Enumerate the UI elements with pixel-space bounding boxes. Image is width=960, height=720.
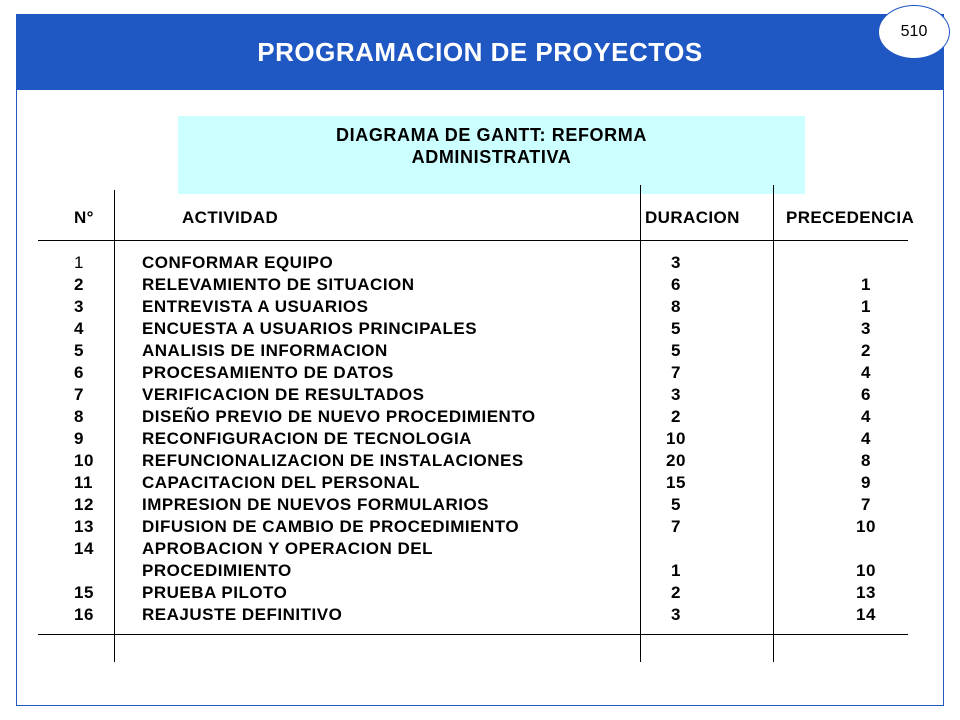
table-row	[0, 473, 960, 495]
table-row	[0, 495, 960, 517]
table-row	[0, 605, 960, 627]
header-number: N°	[74, 208, 94, 227]
row-activity: APROBACION Y OPERACION DEL	[142, 539, 434, 558]
row-number: 5	[74, 341, 84, 360]
row-activity: ANALISIS DE INFORMACION	[142, 341, 388, 360]
header-activity: ACTIVIDAD	[182, 208, 279, 227]
page-title: PROGRAMACION DE PROYECTOS	[257, 36, 703, 67]
row-activity: DIFUSION DE CAMBIO DE PROCEDIMIENTO	[142, 517, 520, 536]
row-precedence: 13	[856, 583, 876, 602]
row-number: 11	[74, 473, 93, 492]
row-activity: ENCUESTA A USUARIOS PRINCIPALES	[142, 319, 478, 338]
row-duration: 5	[671, 495, 681, 514]
row-number: 15	[74, 583, 94, 602]
row-duration: 7	[671, 517, 681, 536]
table-row	[0, 561, 960, 583]
row-duration: 5	[671, 319, 681, 338]
table-row	[0, 341, 960, 363]
row-activity: CONFORMAR EQUIPO	[142, 253, 334, 272]
row-number: 9	[74, 429, 84, 448]
subtitle-line-1: DIAGRAMA DE GANTT: REFORMA	[336, 125, 647, 145]
row-activity: REAJUSTE DEFINITIVO	[142, 605, 343, 624]
row-number: 3	[74, 297, 84, 316]
row-precedence: 6	[861, 385, 871, 404]
row-precedence: 4	[861, 407, 871, 426]
row-precedence: 3	[861, 319, 871, 338]
row-duration: 6	[671, 275, 681, 294]
table-row	[0, 517, 960, 539]
row-precedence: 10	[856, 561, 876, 580]
row-precedence: 4	[861, 363, 871, 382]
row-duration: 5	[671, 341, 681, 360]
row-number: 2	[74, 275, 84, 294]
table-row	[0, 363, 960, 385]
row-duration: 3	[671, 385, 681, 404]
table-row	[0, 253, 960, 275]
row-number: 6	[74, 363, 84, 382]
row-activity: ENTREVISTA A USUARIOS	[142, 297, 369, 316]
row-duration: 2	[671, 407, 681, 426]
row-duration: 7	[671, 363, 681, 382]
page-number-badge: 510	[878, 5, 950, 59]
row-activity: PRUEBA PILOTO	[142, 583, 288, 602]
row-number: 13	[74, 517, 94, 536]
row-activity: RELEVAMIENTO DE SITUACION	[142, 275, 415, 294]
header-precedence: PRECEDENCIA	[786, 208, 915, 227]
table-row	[0, 451, 960, 473]
row-activity: PROCEDIMIENTO	[142, 561, 292, 580]
footer-rule	[38, 634, 908, 635]
table-row	[0, 319, 960, 341]
table-row	[0, 385, 960, 407]
row-duration: 3	[671, 253, 681, 272]
row-precedence: 14	[856, 605, 876, 624]
header-rule	[38, 240, 908, 241]
row-number: 14	[74, 539, 94, 558]
row-activity: REFUNCIONALIZACION DE INSTALACIONES	[142, 451, 524, 470]
table-row	[0, 275, 960, 297]
row-duration: 8	[671, 297, 681, 316]
row-number: 8	[74, 407, 84, 426]
row-duration: 3	[671, 605, 681, 624]
table-row	[0, 539, 960, 561]
row-duration: 10	[666, 429, 686, 448]
row-duration: 20	[666, 451, 686, 470]
row-number: 12	[74, 495, 94, 514]
row-precedence: 4	[861, 429, 871, 448]
table-row	[0, 297, 960, 319]
row-activity: IMPRESION DE NUEVOS FORMULARIOS	[142, 495, 490, 514]
header-duration: DURACION	[645, 208, 740, 227]
row-activity: CAPACITACION DEL PERSONAL	[142, 473, 420, 492]
row-precedence: 9	[861, 473, 871, 492]
row-activity: DISEÑO PREVIO DE NUEVO PROCEDIMIENTO	[142, 407, 536, 426]
row-number: 4	[74, 319, 84, 338]
subtitle-box	[178, 116, 805, 194]
row-activity: PROCESAMIENTO DE DATOS	[142, 363, 394, 382]
subtitle-line-2: ADMINISTRATIVA	[411, 147, 572, 167]
row-duration: 15	[666, 473, 686, 492]
row-duration: 2	[671, 583, 681, 602]
row-number: 7	[74, 385, 84, 404]
row-activity: RECONFIGURACION DE TECNOLOGIA	[142, 429, 472, 448]
row-activity: VERIFICACION DE RESULTADOS	[142, 385, 425, 404]
table-row	[0, 583, 960, 605]
row-precedence: 1	[861, 297, 871, 316]
row-precedence: 8	[861, 451, 871, 470]
row-number: 10	[74, 451, 94, 470]
table-row	[0, 429, 960, 451]
table-row	[0, 407, 960, 429]
row-number: 1	[74, 253, 84, 272]
row-number: 16	[74, 605, 94, 624]
row-precedence: 10	[856, 517, 876, 536]
row-precedence: 1	[861, 275, 871, 294]
row-duration: 1	[671, 561, 681, 580]
row-precedence: 2	[861, 341, 871, 360]
row-precedence: 7	[861, 495, 871, 514]
